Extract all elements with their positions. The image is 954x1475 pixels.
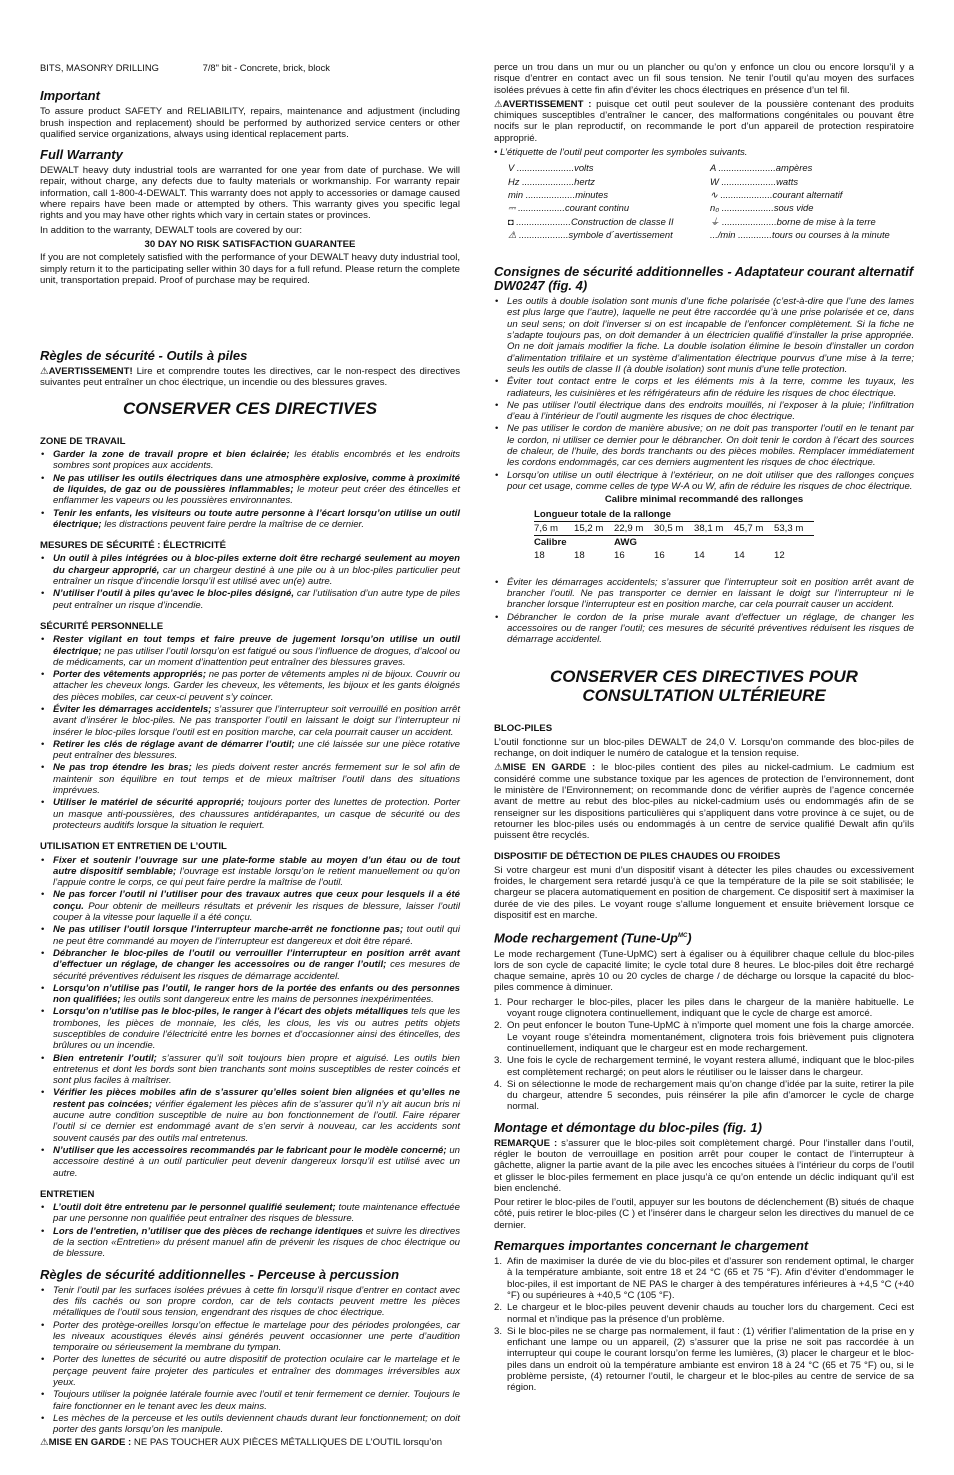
spec-description: 7/8" bit - Concrete, brick, block bbox=[202, 62, 330, 73]
list-item bbox=[40, 948, 460, 982]
length-cell: 15,2 m bbox=[574, 521, 614, 535]
personal-heading: SÉCURITÉ PERSONNELLE bbox=[40, 620, 164, 632]
awg-label: AWG bbox=[614, 536, 814, 550]
gauge-cell: 18 bbox=[574, 550, 585, 562]
list-item bbox=[40, 449, 460, 472]
usage-heading: UTILISATION ET ENTRETIEN DE L’OUTIL bbox=[40, 841, 227, 853]
list-item-text: les outils sont dangereux entre les mains de personnes inexpérimentées. bbox=[120, 994, 434, 1006]
rules-warning bbox=[40, 366, 460, 389]
step-text: On peut enfoncer le bouton Tune-UpMC à n’importe quel moment une fois la charge amorcée. Le voyant rouge s’éteindra momentanément, clignotera trois fois brièvement puis clignotera continuellement, indiquant que le chargeur est en mode rechargement. bbox=[507, 1020, 914, 1054]
step-number: 2. bbox=[494, 1302, 503, 1314]
numbered-step bbox=[494, 1302, 914, 1325]
list-item bbox=[40, 669, 460, 703]
list-item-emphasis: Ne pas forcer l’outil ni l’utiliser pour des travaux autres que ceux pour lesquels il a été conçu. bbox=[53, 889, 460, 912]
symbol-row bbox=[508, 201, 890, 214]
list-item: • Lorsqu’on utilise un outil électrique à l’extérieur, on ne doit utiliser que des rallonges conçues pour cet usage, comme celles de type W-A ou W, afin de réduire les risques de choc électrique. bbox=[494, 470, 914, 493]
hammer-heading: Règles de sécurité additionnelles - Perceuse à percussion bbox=[40, 1266, 400, 1282]
list-item-emphasis: Retirer les clés de réglage avant de démarrer l’outil; bbox=[53, 738, 295, 750]
warning-icon: ⚠ bbox=[40, 1436, 49, 1448]
mount-text bbox=[494, 1138, 914, 1194]
list-item bbox=[40, 1145, 460, 1179]
tune-up-title-end: ) bbox=[687, 930, 692, 946]
gauge-cell: 18 bbox=[534, 550, 545, 562]
extension-table-title: Calibre minimal recommandé des rallonges bbox=[604, 494, 804, 506]
warning-icon: ⚠ bbox=[40, 366, 49, 378]
list-item-text: et suivre les directives de la section «Entretien» du présent manuel afin de prévenir les risques de choc électrique ou de blessure. bbox=[53, 1225, 460, 1260]
list-item-text: les distractions peuvent faire perdre la maîtrise de ce dernier. bbox=[101, 518, 365, 530]
symbol-cell: W .....................watts bbox=[710, 175, 799, 187]
save-directives-banner: CONSERVER CES DIRECTIVES bbox=[122, 398, 378, 418]
list-item-text: tels que les trombones, les pièces de monnaie, les clés, les clous, les vis ou autres petits objets susceptibles de conduire l’électricité entre les bornes et d’occasionner ainsi des étincelles, des brûlures ou un incendie. bbox=[53, 1006, 460, 1052]
symbol-row bbox=[508, 215, 890, 228]
list-item: • Ne pas utiliser l’outil électrique dans des endroits mouillés, ni l’exposer à la pluie; l’infiltration d’eau à l’intérieur de l’outil augmente les risques de choc électrique. bbox=[494, 400, 914, 423]
symbol-row bbox=[508, 228, 890, 241]
gauge-cell: 14 bbox=[734, 550, 745, 562]
packs-caution-text: le bloc-piles contient des piles au nickel-cadmium. Le cadmium est considéré comme une substance toxique par les agences de protection de l’environnement, dont le ministère de l’Environnement; on recommande donc de vérifier auprès de l’agence concernée avant de mettre au rebut des bloc-piles au nickel-cadmium usés ou endommagés afin de se renseigner sur les dispositions particulières qui s’appliquent dans votre province à ce sujet, ou de retourner les bloc-piles usés ou endommagés à un centre de service qualifié Dewalt afin qu’ils puissent être recyclés. bbox=[494, 762, 915, 842]
list-item-emphasis: Rester vigilant en tout temps et faire preuve de jugement lorsqu’on utilise un outil électrique; bbox=[53, 634, 460, 657]
step-number: 3. bbox=[494, 1325, 503, 1337]
guarantee-heading: 30 DAY NO RISK SATISFACTION GUARANTEE bbox=[144, 238, 356, 250]
warning-icon: ⚠ bbox=[494, 762, 503, 774]
list-item bbox=[40, 553, 460, 587]
list-item bbox=[40, 1202, 460, 1225]
symbol-cell: ∿ ....................courant alternatif bbox=[710, 188, 843, 200]
list-item-emphasis: Ne pas utiliser les outils électriques dans une atmosphère explosive, comme à proximité de liquides, de gaz ou de poussières inflammables; bbox=[53, 472, 460, 495]
adapter-heading: Consignes de sécurité additionnelles - Adaptateur courant alternatif DW0247 (fig. 4) bbox=[494, 264, 914, 294]
gauge-cell: 16 bbox=[614, 550, 625, 562]
tune-up-title-sup: MC bbox=[677, 933, 688, 940]
list-item-text: les pieds doivent rester ancrés fermement sur le sol afin de maintenir son équilibre en tout temps et de mieux maîtriser l’outil dans des situations imprévues. bbox=[53, 762, 460, 797]
list-item-emphasis: Débrancher le bloc-piles de l’outil ou verrouiller l’interrupteur en position arrêt avant d’effectuer un réglage, de changer les accessoires ou de ranger l’outil; bbox=[53, 947, 460, 971]
list-item-emphasis: Ne pas trop étendre les bras; bbox=[53, 762, 192, 774]
step-text: Si le bloc-piles ne se charge pas normalement, il faut : (1) vérifier l’alimentation de la prise en y enfichant une lampe ou un appareil, (2) s’assurer que la prise ne soit pas raccordée à un interrupteur qui coupe le courant lorsqu’on ferme les lumières, (3) placer le chargeur et le bloc-piles dans un endroit où la température ambiante est environ 18 à 24 °C (65 et 75 °F) ou, si le problème persiste, (4) retourner l’outil, le chargeur et le bloc-piles au centre de service de sa région. bbox=[507, 1325, 914, 1394]
list-item-text: ne pas porter de vêtements amples ni de bijoux. Couvrir ou attacher les cheveux longs. Garder les cheveux, les vêtements, les bijoux et les gants éloignés des pièces mobiles, car ceux-ci peuvent s’y coincer. bbox=[53, 669, 460, 703]
caution-text: NE PAS TOUCHER AUX PIÈCES MÉTALLIQUES DE L’OUTIL lorsqu’on bbox=[131, 1436, 443, 1448]
symbol-cell: A ......................ampères bbox=[710, 162, 813, 174]
warning-icon: ⚠ bbox=[494, 98, 503, 110]
gauges-row bbox=[534, 549, 814, 562]
list-item bbox=[40, 1053, 460, 1087]
symbol-cell: ⎓ ..................courant continu bbox=[508, 202, 630, 214]
warning-text: Lire et comprendre toutes les directives, car le non-respect des directives suivantes peut entraîner un choc électrique, un incendie ou des blessures graves. bbox=[40, 366, 460, 389]
list-item-emphasis: Bien entretenir l’outil; bbox=[53, 1052, 157, 1064]
list-item bbox=[40, 983, 460, 1006]
numbered-step bbox=[494, 1020, 914, 1054]
numbered-step bbox=[494, 1079, 914, 1113]
list-item-text: car un chargeur destiné à une pile ou à un bloc-piles particulier peut entraîner un risque d’incendie lorsqu’il est utilisé avec un(e) autre. bbox=[53, 564, 460, 588]
list-item-text: car l’utilisation d’un autre type de piles peut entraîner un risque d’incendie. bbox=[53, 588, 460, 611]
elec-heading: MESURES DE SÉCURITÉ : ÉLECTRICITÉ bbox=[40, 540, 227, 552]
length-label: Longueur totale de la rallonge bbox=[534, 508, 671, 520]
list-item bbox=[40, 473, 460, 507]
list-item bbox=[40, 739, 460, 762]
length-cell: 7,6 m bbox=[534, 521, 574, 535]
gauge-cell: 12 bbox=[774, 550, 785, 562]
personal-list bbox=[40, 634, 460, 831]
hot-cold-text: Si votre chargeur est muni d’un dispositif visant à détecter les piles chaudes ou excessivement froides, le chargement sera retardé jusqu’à ce que la température de la pile se soit stabilisée; le chargeur se placera automatiquement en position de chargement. Ce dispositif sert à maximiser la durée de vie des piles. Le voyant rouge s’allume longuement et ensuite brièvement lorsque ce dispositif est en marche. bbox=[494, 864, 914, 921]
symbol-cell: ◘ .....................Construction de classe II bbox=[508, 215, 674, 227]
warranty-heading: Full Warranty bbox=[40, 147, 123, 163]
list-item: • Débrancher le cordon de la prise murale avant d’effectuer un réglage, de changer les accessoires ou de ranger l’outil; ces mesures de sécurité préventives réduisent les risques de démarrage accidentel. bbox=[494, 612, 914, 646]
step-number: 1. bbox=[494, 1256, 503, 1268]
step-number: 2. bbox=[494, 1020, 503, 1032]
list-item bbox=[40, 588, 460, 611]
symbol-row bbox=[508, 175, 890, 188]
important-text: To assure product SAFETY and RELIABILITY, repairs, maintenance and adjustment (including brush inspection and replacement) should be performed by authorized service centers or other qualified service organizations, always using identical replacement parts. bbox=[40, 106, 460, 140]
list-item-emphasis: Utiliser le matériel de sécurité approprié; bbox=[53, 797, 245, 809]
right-column bbox=[494, 62, 914, 1397]
list-item-emphasis: Lorsqu’on n’utilise pas l’outil, le ranger hors de la portée des enfants ou des personnes non qualifiées; bbox=[53, 982, 460, 1006]
list-item bbox=[40, 508, 460, 531]
adapter-list bbox=[494, 296, 914, 492]
step-text: Afin de maximiser la durée de vie du bloc-piles et d’assurer son rendement optimal, le charger à la température ambiante, soit entre 18 et 24 °C (65 et 75 °F). Afin d’éviter d’endommager le bloc-piles, il est important de NE PAS le charger à des températures inférieures à +4,5 °C (+40 °F) ou supérieures à +40,5 °C (105 °F). bbox=[507, 1256, 914, 1301]
left-column bbox=[40, 62, 460, 1451]
extension-table bbox=[534, 508, 814, 563]
symbols-table bbox=[508, 161, 890, 241]
list-item-emphasis: Lorsqu’on n’utilise pas le bloc-piles, le ranger à l’écart des objets métalliques bbox=[53, 1006, 409, 1018]
list-item-emphasis: Vérifier les pièces mobiles afin de s’assurer qu’elles soient bien alignées et qu’elles ne restent pas coincées; bbox=[53, 1087, 460, 1110]
list-item bbox=[40, 1087, 460, 1143]
step-text: Pour recharger le bloc-piles, placer les piles dans le chargeur de la manière habituelle. Le voyant rouge clignotera continuellement, indiquant que le cycle de charge est amorcé. bbox=[507, 996, 914, 1020]
mount-body: s’assurer que le bloc-piles soit complètement chargé. Pour l’installer dans l’outil, régler le bouton de verrouillage en position arrêt pour couper le contact de l’interrupteur à gâchette, aligner la partie avant de la pile avec les encoches situées à l’intérieur du corps de l’outil et glisser le bloc-piles fermement en place jusqu’à ce qu’on entende un déclic indiquant qu’il est bien enclenché. bbox=[494, 1137, 915, 1194]
step-text: Une fois le cycle de rechargement terminé, le voyant restera allumé, indiquant que le bloc-piles est complètement rechargé; on peut alors le réutiliser ou le laisser dans le chargeur. bbox=[507, 1055, 914, 1078]
tune-up-steps bbox=[494, 997, 914, 1113]
packs-heading: BLOC-PILES bbox=[494, 723, 553, 735]
mount-heading: Montage et démontage du bloc-piles (fig. 1) bbox=[494, 1119, 762, 1135]
step-number: 4. bbox=[494, 1078, 503, 1090]
symbol-cell: Hz ....................hertz bbox=[508, 175, 595, 187]
usage-list bbox=[40, 855, 460, 1179]
charge-steps bbox=[494, 1256, 914, 1394]
packs-text: L’outil fonctionne sur un bloc-piles DEWALT de 24,0 V. Lorsqu’on commande des bloc-piles de rechange, on doit indiquer le numéro de catalogue et la tension requise. bbox=[494, 736, 914, 760]
list-item-emphasis: Tenir les enfants, les visiteurs ou toute autre personne à l’écart lorsqu’on utilise un outil électrique; bbox=[53, 507, 460, 530]
length-cell: 22,9 m bbox=[614, 521, 654, 535]
list-item bbox=[40, 1226, 460, 1260]
important-heading: Important bbox=[40, 88, 100, 104]
list-item: • Les mèches de la perceuse et les outils deviennent chauds durant leur fonctionnement; on doit porter des gants lorsqu’on les manipule. bbox=[40, 1413, 460, 1436]
caution-label: MISE EN GARDE : bbox=[48, 1436, 132, 1448]
list-item-text: s’assurer qu’il soit toujours bien propre et aiguisé. Les outils bien entretenus et dont les bords sont bien tranchants sont moins susceptibles de rester coincés et sont plus faciles à maîtriser. bbox=[53, 1052, 460, 1087]
hammer-list bbox=[40, 1285, 460, 1436]
list-item bbox=[40, 704, 460, 738]
symbol-cell: ⏚ .....................borne de mise à la terre bbox=[710, 215, 876, 227]
length-cell: 53,3 m bbox=[774, 521, 814, 535]
dust-warning-label: AVERTISSEMENT : bbox=[502, 98, 592, 110]
list-item-emphasis: Garder la zone de travail propre et bien éclairée; bbox=[53, 449, 290, 461]
list-item bbox=[40, 924, 460, 947]
list-item-text: un accessoire destiné à un outil particulier peut devenir dangereux lorsqu’il est utilisé avec un autre. bbox=[53, 1144, 460, 1179]
list-item-text: Pour obtenir de meilleurs résultats et prévenir les risques de blessure, laisser l’outil couper à la vitesse pour laquelle il a été conçu. bbox=[53, 900, 460, 924]
list-item-text: toujours porter des lunettes de protection. Porter un masque anti-poussières, des chaussures antidérapantes, un casque de sécurité ou des protecteurs auditifs lorsque la situation le requiert. bbox=[53, 797, 460, 831]
list-item bbox=[40, 889, 460, 923]
list-item-emphasis: N’utiliser que les accessoires recommandés par le fabricant pour le modèle concerné; bbox=[53, 1144, 447, 1156]
list-item bbox=[40, 634, 460, 668]
numbered-step bbox=[494, 997, 914, 1020]
gauge-cell: 14 bbox=[694, 550, 705, 562]
zone-heading: ZONE DE TRAVAIL bbox=[40, 435, 126, 447]
list-item-text: une clé laissée sur une pièce rotative peut entraîner des blessures. bbox=[53, 738, 460, 762]
hot-cold-heading: DISPOSITIF DE DÉTECTION DE PILES CHAUDES OU FROIDES bbox=[494, 851, 781, 863]
lengths-row bbox=[534, 521, 814, 535]
gauge-header-row bbox=[534, 536, 814, 550]
list-item: • Tenir l’outil par les surfaces isolées prévues à cette fin lorsqu’il risque d’entrer en contact avec des fils cachés ou son propre cordon, car de tels contacts peuvent mettre les pièces métalliques de l’outil sous tension, engendrant des risques de choc électrique. bbox=[40, 1285, 460, 1319]
step-number: 1. bbox=[494, 996, 503, 1008]
tune-up-title: Mode rechargement (Tune-Up bbox=[494, 930, 678, 946]
step-text: Si on sélectionne le mode de rechargement mais qu’on change d’idée par la suite, retirer la pile du chargeur, attendre 5 secondes, puis réinsérer la pile afin d’amorcer le cycle de charge normal. bbox=[507, 1078, 914, 1113]
symbol-cell: V ......................volts bbox=[508, 162, 594, 174]
packs-caution-label: MISE EN GARDE : bbox=[502, 762, 596, 774]
list-item-text: ne pas utiliser l’outil lorsqu’on est fatigué ou sous l’influence de drogues, d’alcool ou de médicaments, car un moment d’inattention peut entraîner des blessures graves. bbox=[53, 645, 460, 668]
list-item: • Toujours utiliser la poignée latérale fournie avec l’outil et tenir fermement ce dernier. Toujours le faire fonctionner en le tenant avec les deux mains. bbox=[40, 1389, 460, 1412]
list-item: • Porter des lunettes de sécurité ou autre dispositif de protection oculaire car le martelage et le perçage peuvent faire projeter des particules et entraîner des dommages irréversibles aux yeux. bbox=[40, 1354, 460, 1388]
hammer-caution bbox=[40, 1437, 460, 1448]
dust-warning-text: puisque cet outil peut soulever de la poussière contenant des produits chimiques susceptibles d’entraîner le cancer, des malformations congénitales ou pouvant être nocifs sur le plan reproductif, on recommande le port d’un appareil de protection respiratoire approprié. bbox=[494, 98, 914, 144]
zone-list bbox=[40, 449, 460, 530]
numbered-step bbox=[494, 1326, 914, 1394]
mount-label: REMARQUE : bbox=[494, 1137, 558, 1149]
list-item-text: ces mesures de sécurité préventives réduisent les risques de démarrage accidentel. bbox=[53, 959, 460, 982]
step-number: 3. bbox=[494, 1055, 503, 1067]
service-list bbox=[40, 1202, 460, 1259]
list-item-text: le moteur peut créer des étincelles et enflammer les vapeurs ou les poussières environnantes. bbox=[53, 483, 460, 507]
continued-text: perce un trou dans un mur ou un plancher ou qu’on y enfonce un clou ou encore lorsqu’il y a risque d’entrer en contact avec un fil sous tension. Ne tenir l’outil qu’au moyen des surfaces isolées prévues à cette fin afin d’éviter les chocs électriques en présence d’un tel fil. bbox=[494, 62, 914, 96]
list-item bbox=[40, 855, 460, 889]
rules-heading: Règles de sécurité - Outils à piles bbox=[40, 348, 248, 364]
list-item: • Les outils à double isolation sont munis d’une fiche polarisée (c’est-à-dire que l’une des lames est plus large que l’autre), laquelle ne peut être raccordée qu’à une prise polarisée et ce, dans un seul sens; on doit l’inverser si on est incapable de l’enfoncer complètement. Si la fiche ne s’adapte toujours pas, on doit demander à un électricien qualifié d’installer la prise appropriée. On ne doit jamais modifier la fiche. La double isolation élimine le besoin d’installer un cordon d’alimentation trifilaire et un système d’alimentation électrique pourvus d’une mise à la terre; seuls les outils de classe II (à double isolation) sont munis d’une telle protection. bbox=[494, 296, 914, 375]
dust-warning bbox=[494, 99, 914, 144]
adapter-list-2 bbox=[494, 577, 914, 646]
list-item-emphasis: Ne pas utiliser l’outil lorsque l’interrupteur marche-arrêt ne fonctionne pas; bbox=[53, 924, 404, 936]
list-item-text: toute maintenance effectuée par une personne non qualifiée peut entraîner des risques de blessure. bbox=[53, 1202, 460, 1225]
list-item: • Porter des protège-oreilles lorsqu’on effectue le martelage pour des périodes prolongées, car les niveaux acoustiques élevés ainsi générés peuvent occasionner une perte d’audition temporaire ou sérieusement la membrane du tympan. bbox=[40, 1320, 460, 1354]
packs-caution bbox=[494, 762, 914, 841]
numbered-step bbox=[494, 1256, 914, 1301]
step-text: Le chargeur et le bloc-piles peuvent devenir chauds au toucher lors du chargement. Ceci est normal et n’indique pas la présence d’un problème. bbox=[507, 1302, 914, 1325]
list-item: • Éviter tout contact entre le corps et les éléments mis à la terre, comme les tuyaux, les radiateurs, les cuisinières et les réfrigérateurs afin de réduire les risques de choc électrique. bbox=[494, 376, 914, 399]
list-item-emphasis: Un outil à piles intégrées ou à bloc-piles externe doit être rechargé seulement au moyen du chargeur approprié, bbox=[53, 553, 460, 576]
symbol-row bbox=[508, 188, 890, 201]
list-item: • Éviter les démarrages accidentels; s’assurer que l’interrupteur soit en position arrêt avant de brancher l’outil. Ne pas transporter ce dernier en laissant le doigt sur l’interrupteur ni le brancher lorsque l’interrupteur est en position marche, car cela pourrait causer un accident. bbox=[494, 577, 914, 611]
symbol-cell: n₀ ....................sous vide bbox=[710, 202, 814, 214]
symbol-row bbox=[508, 161, 890, 174]
list-item-emphasis: Lors de l’entretien, n’utiliser que des pièces de rechange identiques bbox=[53, 1225, 363, 1237]
label-note: • L’étiquette de l’outil peut comporter les symboles suivants. bbox=[494, 147, 748, 159]
list-item-emphasis: Éviter les démarrages accidentels; bbox=[53, 703, 212, 715]
list-item-emphasis: N’utiliser l’outil à piles qu’avec le bloc-piles désigné, bbox=[53, 588, 295, 600]
gauge-cell: 16 bbox=[654, 550, 665, 562]
warranty-text-3: If you are not completely satisfied with the performance of your DEWALT heavy duty industrial tool, simply return it to the participating seller within 30 days for a full refund. Please return the complete unit, transportation prepaid. Proof of purchase may be required. bbox=[40, 252, 460, 286]
list-item-emphasis: Porter des vêtements appropriés; bbox=[53, 669, 207, 681]
gauge-label: Calibre bbox=[534, 536, 614, 550]
warranty-text-1: DEWALT heavy duty industrial tools are warranted for one year from date of purchase. We will repair, without charge, any defects due to faulty materials or workmanship. For warranty repair information, call 1-800-4-DEWALT. This warranty does not apply to accessories or damage caused where repairs have been made or attempted by others. This warranty gives you specific legal rights and you may have other rights which vary in certain states or provinces. bbox=[40, 165, 460, 222]
tune-up-text: Le mode rechargement (Tune-UpMC) sert à égaliser ou à équilibrer chaque cellule du bloc-piles lors de son cycle de capacité limite; le cycle total dure 8 heures. Le bloc-piles doit être rechargé chaque semaine, après 10 ou 20 cycles de charge / de décharge ou lorsque la capacité du bloc-piles commence à diminuer. bbox=[494, 948, 914, 994]
warranty-text-2: In addition to the warranty, DEWALT tools are covered by our: bbox=[40, 224, 302, 236]
service-heading: ENTRETIEN bbox=[40, 1188, 95, 1200]
spec-line bbox=[40, 62, 460, 73]
list-item-text: s’assurer que l’interrupteur soit verrouillé en position arrêt avant d’insérer le bloc-piles. Ne pas transporter l’outil en laissant le doigt sur l’interrupteur ni insérer le bloc-piles lorsque l’outil est en position marche, car cela pourrait causer un accident. bbox=[53, 703, 460, 738]
list-item: • Ne pas utiliser le cordon de manière abusive; on ne doit pas transporter l’outil en le tenant par le cordon, ni utiliser ce dernier pour le débrancher. On doit tenir le cordon à l’écart des sources de chaleur, de l’huile, des bords tranchants ou des pièces mobiles. Remplacer immédiatement les cordons endommagés, car ces derniers augmentent les risques de choc électrique. bbox=[494, 423, 914, 468]
elec-list bbox=[40, 553, 460, 610]
list-item-text: tout outil qui ne peut être commandé au moyen de l’interrupteur est dangereux et doit être réparé. bbox=[53, 924, 460, 947]
charge-heading: Remarques importantes concernant le chargement bbox=[494, 1238, 809, 1254]
list-item-emphasis: L’outil doit être entretenu par le personnel qualifié seulement; bbox=[53, 1202, 336, 1214]
list-item-text: l’ouvrage est instable lorsqu’on le retient manuellement ou qu’on l’appuie contre le corps, ce qui peut faire perdre la maîtrise de l’outil. bbox=[53, 865, 460, 889]
list-item-text: les établis encombrés et les endroits sombres sont propices aux accidents. bbox=[53, 449, 460, 472]
tune-up-heading bbox=[494, 929, 914, 945]
length-cell: 45,7 m bbox=[734, 521, 774, 535]
spec-category: BITS, MASONRY DRILLING bbox=[40, 62, 159, 73]
list-item bbox=[40, 1006, 460, 1051]
length-cell: 30,5 m bbox=[654, 521, 694, 535]
save-directives-banner-2: CONSERVER CES DIRECTIVES POUR CONSULTATION ULTÉRIEURE bbox=[550, 667, 858, 706]
numbered-step bbox=[494, 1055, 914, 1078]
symbol-cell: min ...................minutes bbox=[508, 188, 609, 200]
symbol-cell: ⚠ ...................symbole d´avertissement bbox=[508, 228, 673, 240]
list-item bbox=[40, 762, 460, 796]
length-cell: 38,1 m bbox=[694, 521, 734, 535]
mount-text-2: Pour retirer le bloc-piles de l’outil, appuyer sur les boutons de déclenchement (B) situés de chaque côté, puis retirer le bloc-piles (C ) et l’insérer dans le chargeur selon les directives du manuel de ce dernier. bbox=[494, 1197, 914, 1231]
list-item-emphasis: Fixer et soutenir l’ouvrage sur une plate-forme stable au moyen d’un étau ou de tout autre dispositif semblable; bbox=[53, 854, 460, 877]
list-item-text: vérifier également les pièces afin de s’assurer qu’il n’y ait aucun bris ni aucune autre condition susceptible de nuire au bon fonctionnement de l’outil. Faire réparer l’outil si ce dernier est endommagé avant de s’en servir à nouveau, car les accidents sont souvent causés par des outils mal entretenus. bbox=[53, 1098, 460, 1144]
list-item bbox=[40, 797, 460, 831]
symbol-cell: .../min .............tours ou courses à la minute bbox=[710, 228, 890, 240]
warning-label: AVERTISSEMENT! bbox=[48, 366, 133, 378]
